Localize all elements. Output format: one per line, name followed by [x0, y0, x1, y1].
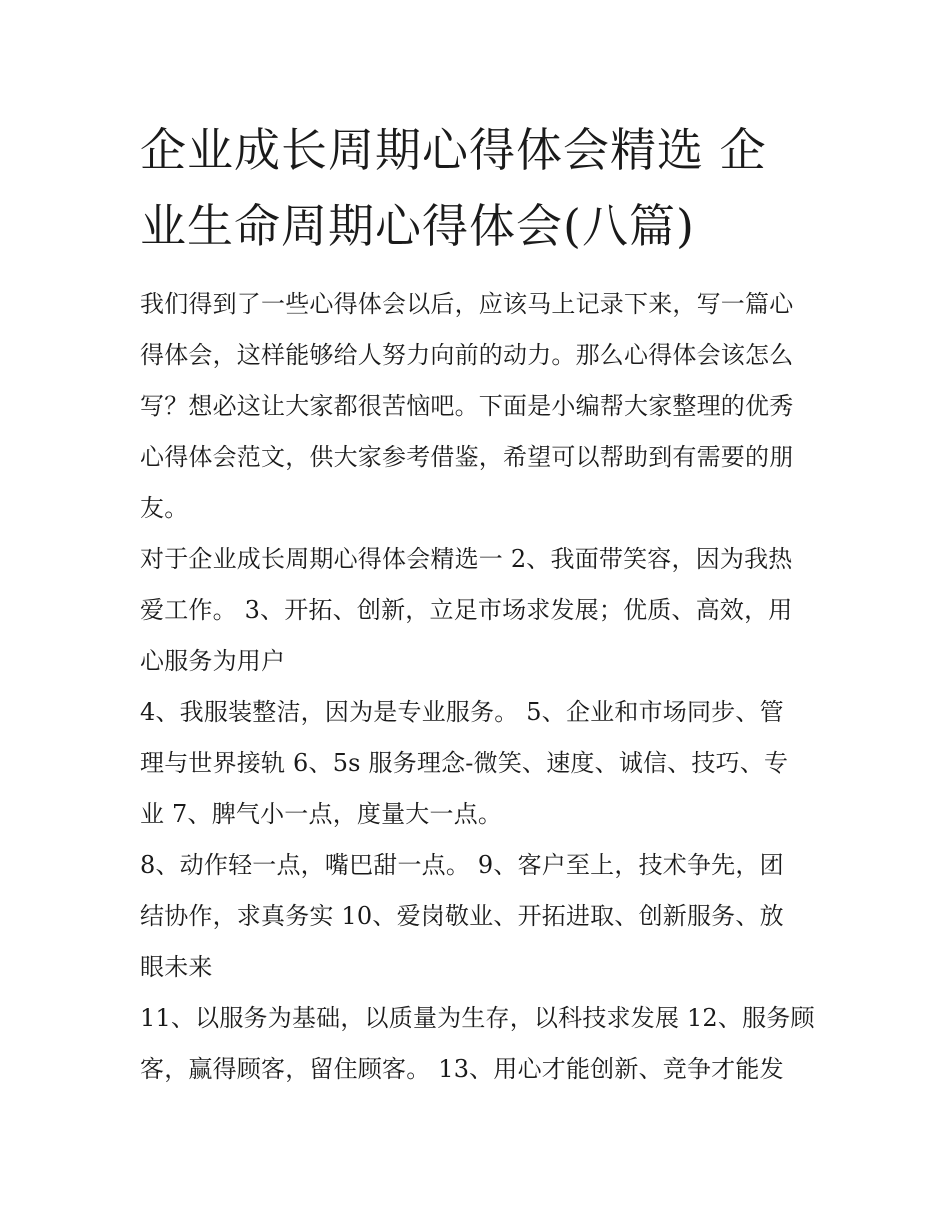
document-title	[140, 112, 820, 264]
text-line: 结协作，求真务实 10、爱岗敬业、开拓进取、创新服务、放	[140, 902, 784, 930]
text-line: 对于企业成长周期心得体会精选一 2、我面带笑容，因为我热	[140, 545, 793, 573]
body-paragraph	[140, 840, 820, 993]
text-line: 友。	[140, 494, 189, 522]
body-paragraph	[140, 534, 820, 687]
body-paragraph	[140, 687, 820, 840]
document-page	[140, 112, 820, 1095]
text-line: 眼未来	[140, 953, 213, 981]
text-line: 心服务为用户	[140, 647, 286, 675]
text-line: 客，赢得顾客，留住顾客。 13、用心才能创新、竞争才能发	[140, 1055, 784, 1083]
text-line: 我们得到了一些心得体会以后，应该马上记录下来，写一篇心	[140, 290, 794, 318]
text-line: 写？想必这让大家都很苦恼吧。下面是小编帮大家整理的优秀	[140, 392, 794, 420]
intro-paragraph	[140, 279, 820, 534]
text-line: 理与世界接轨 6、5s 服务理念-微笑、速度、诚信、技巧、专	[140, 749, 789, 777]
text-line: 得体会，这样能够给人努力向前的动力。那么心得体会该怎么	[140, 341, 794, 369]
title-line: 企业成长周期心得体会精选 企	[140, 123, 767, 177]
text-line: 4、我服装整洁，因为是专业服务。 5、企业和市场同步、管	[140, 698, 784, 726]
text-line: 心得体会范文，供大家参考借鉴，希望可以帮助到有需要的朋	[140, 443, 794, 471]
text-line: 业 7、脾气小一点，度量大一点。	[140, 800, 503, 828]
title-line: 业生命周期心得体会(八篇)	[140, 199, 695, 253]
text-line: 11、以服务为基础，以质量为生存，以科技求发展 12、服务顾	[140, 1004, 815, 1032]
text-line: 爱工作。 3、开拓、创新，立足市场求发展；优质、高效，用	[140, 596, 793, 624]
text-line: 8、动作轻一点，嘴巴甜一点。 9、客户至上，技术争先，团	[140, 851, 784, 879]
body-paragraph	[140, 993, 820, 1095]
